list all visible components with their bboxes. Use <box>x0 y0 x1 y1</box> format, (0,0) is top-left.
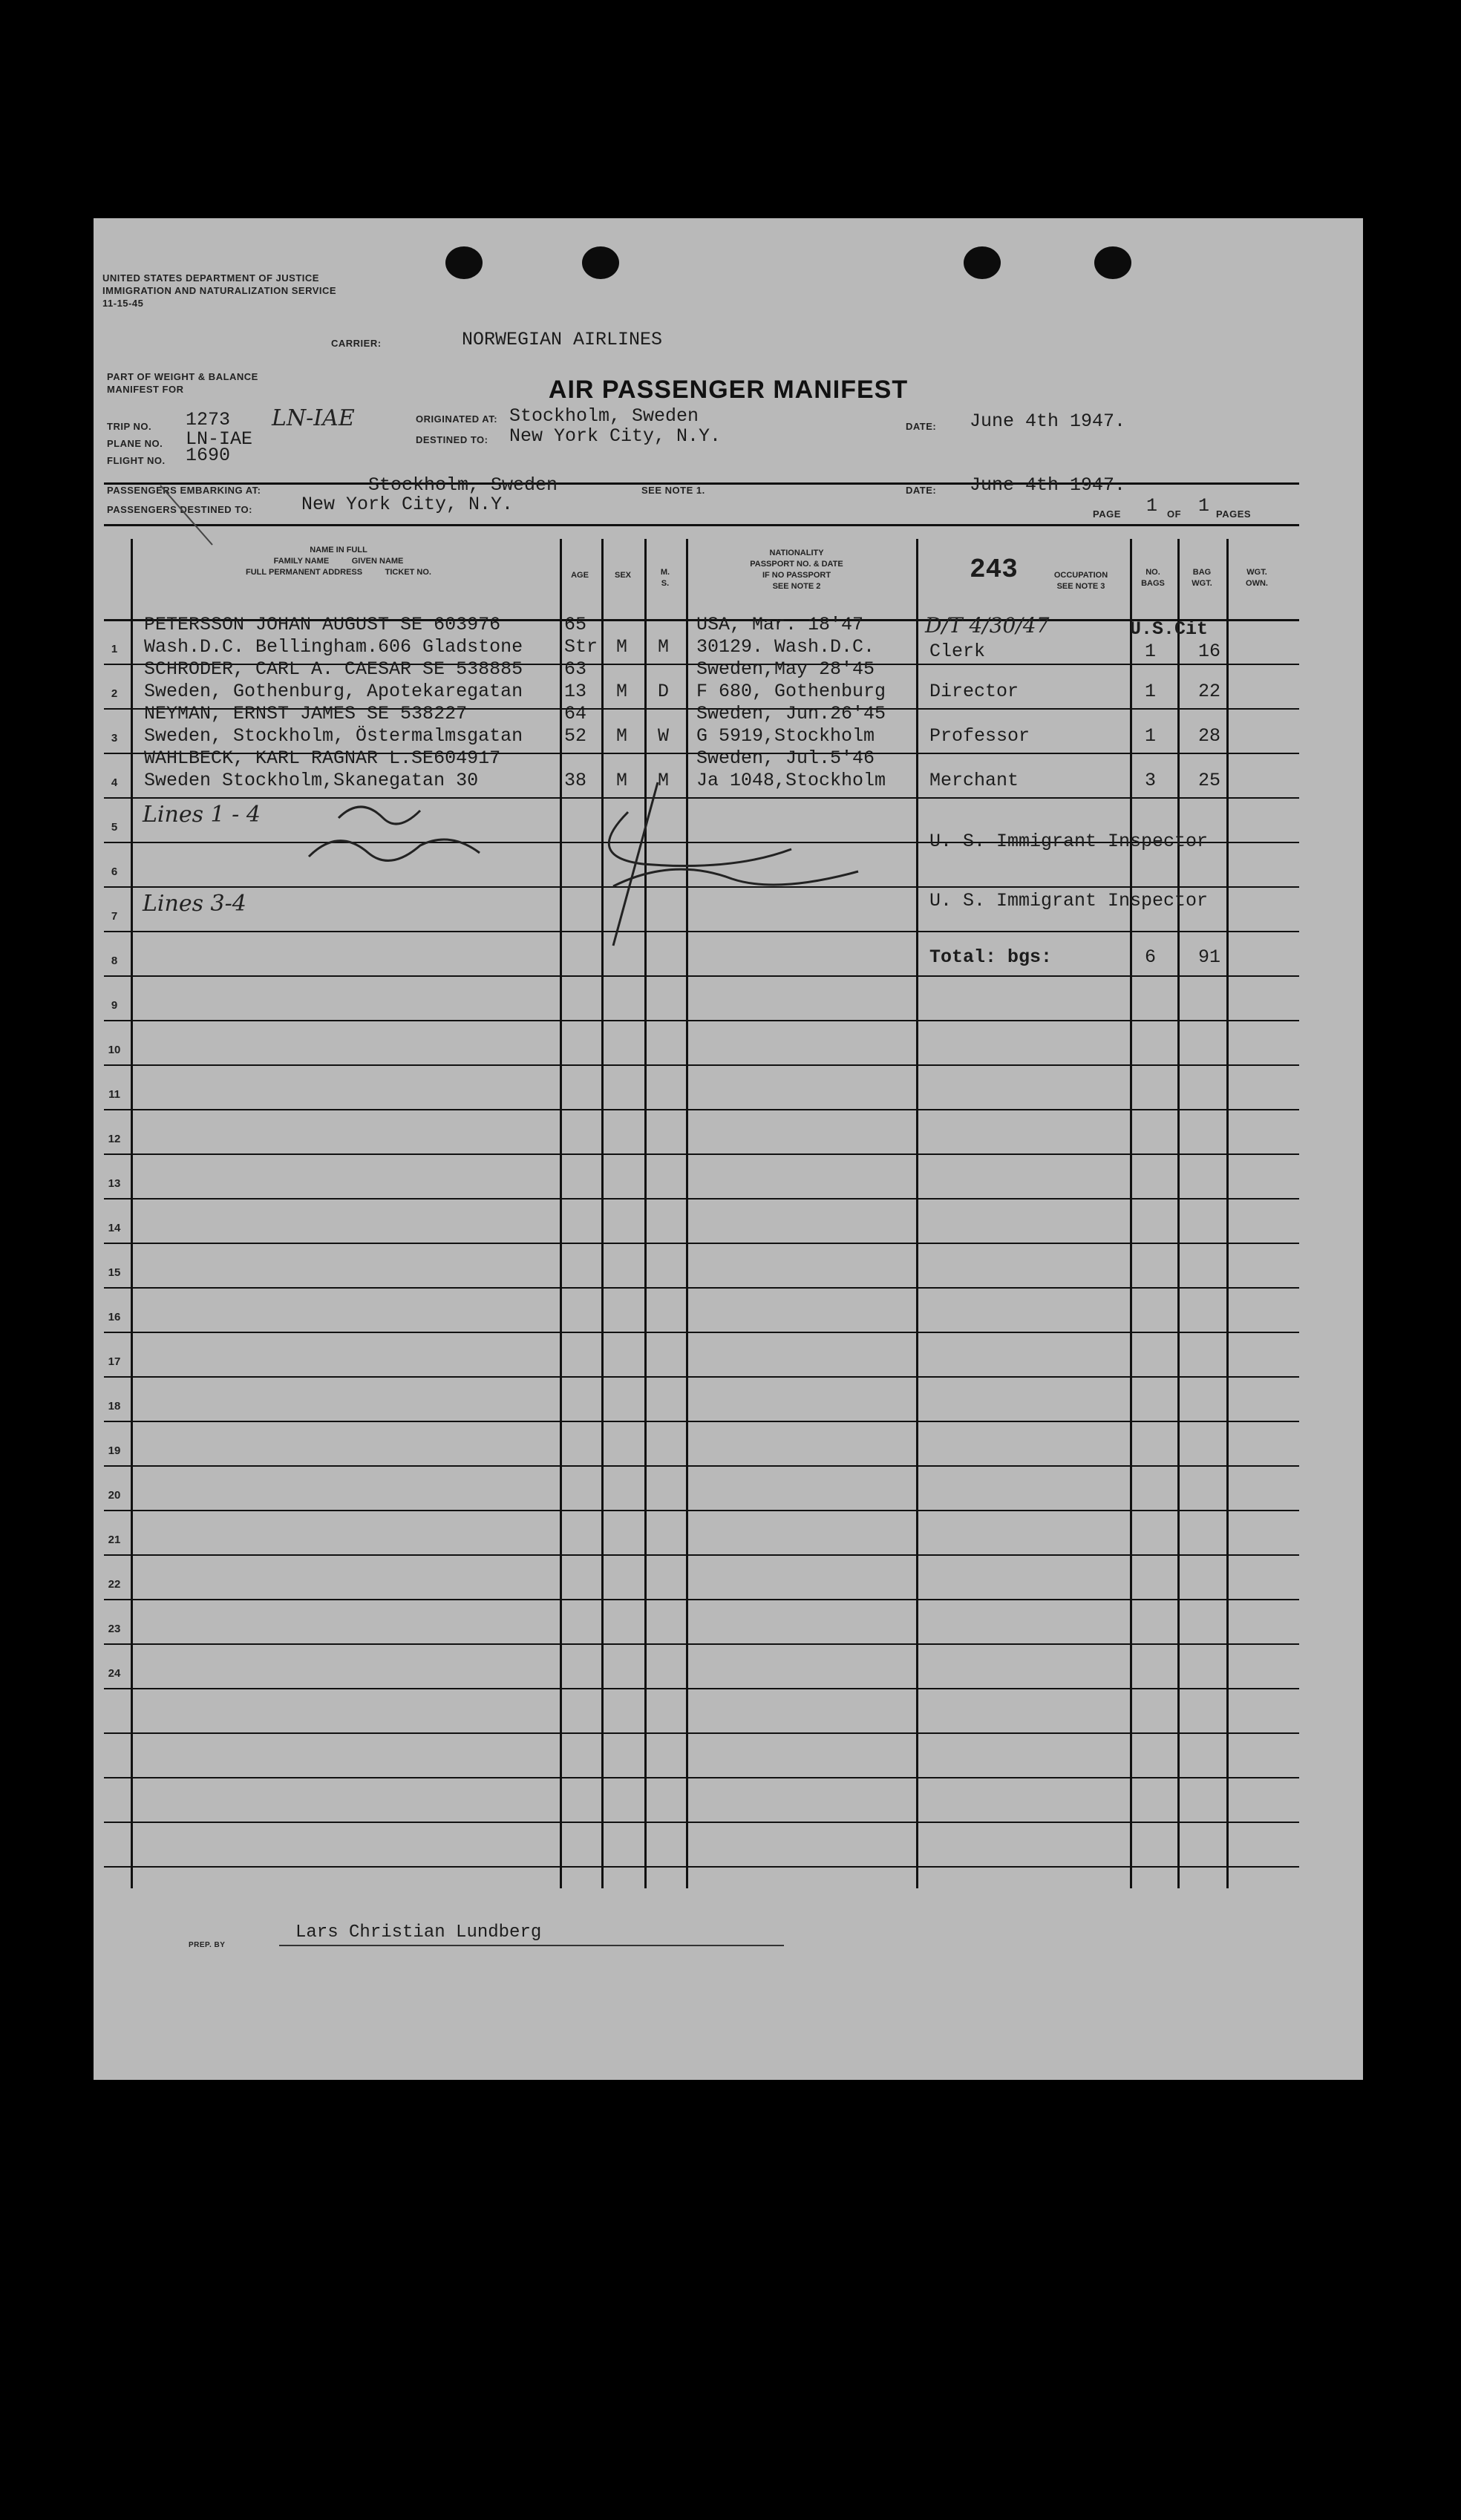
row-number: 8 <box>111 955 118 967</box>
destined-value: New York City, N.Y. <box>509 425 722 447</box>
destined-for-label: PASSENGERS DESTINED TO: <box>107 504 252 515</box>
row-rule <box>104 1866 1299 1868</box>
row-number: 10 <box>108 1044 121 1056</box>
carrier-value: NORWEGIAN AIRLINES <box>462 329 663 350</box>
originated-label: ORIGINATED AT: <box>416 413 498 425</box>
passenger-name: NEYMAN, ERNST JAMES SE 538227 <box>144 703 468 724</box>
plane-no-label: PLANE NO. <box>107 438 163 449</box>
passenger-marital-status: M <box>658 770 670 791</box>
total-weight: 91 <box>1198 946 1221 968</box>
total-label: Total: bgs: <box>929 946 1053 968</box>
passenger-nationality: Sweden,May 28'45 <box>696 658 875 680</box>
passenger-marital-status: D <box>658 681 670 702</box>
page-label: PAGE <box>1093 508 1121 520</box>
passenger-bag-weight: 25 <box>1198 770 1221 791</box>
col-nationality-header: NATIONALITY PASSPORT NO. & DATE IF NO PASSPORT SEE NOTE 2 <box>750 549 843 591</box>
passenger-bags: 3 <box>1145 770 1157 791</box>
row-number: 16 <box>108 1311 121 1323</box>
passenger-passport: 30129. Wash.D.C. <box>696 636 875 658</box>
passenger-marital-status: M <box>658 636 670 658</box>
passenger-address: Sweden, Gothenburg, Apotekaregatan <box>144 681 523 702</box>
date2-label: DATE: <box>906 485 937 496</box>
signature-line <box>279 1945 784 1946</box>
row-number: 15 <box>108 1266 121 1279</box>
row-rule <box>104 1109 1299 1110</box>
row-rule <box>104 1822 1299 1823</box>
row-rule <box>104 1198 1299 1200</box>
col-wgtown-header: WGT. OWN. <box>1246 568 1268 588</box>
row-number: 2 <box>111 687 118 700</box>
passenger-bag-weight: 16 <box>1198 641 1221 662</box>
col-name-header: NAME IN FULL FAMILY NAME GIVEN NAME FULL PERMANENT ADDRESS TICKET NO. <box>246 546 431 577</box>
row-number: 1 <box>111 643 118 655</box>
passenger-bags: 1 <box>1145 725 1157 747</box>
inspector-signature-icon <box>94 218 1363 1035</box>
us-citizen-note: U.S.Cit <box>1130 618 1209 640</box>
passenger-name: PETERSSON JOHAN AUGUST SE 603976 <box>144 614 501 635</box>
passenger-bag-weight: 28 <box>1198 725 1221 747</box>
page-title: AIR PASSENGER MANIFEST <box>548 376 909 404</box>
passenger-nationality: Sweden, Jul.5'46 <box>696 747 875 769</box>
col-age-header: AGE <box>571 571 589 580</box>
row-rule <box>104 1554 1299 1556</box>
row-rule <box>104 1287 1299 1289</box>
col-occupation-header: OCCUPATION SEE NOTE 3 <box>1053 571 1108 591</box>
flight-no-label: FLIGHT NO. <box>107 455 166 466</box>
agency-header: UNITED STATES DEPARTMENT OF JUSTICE IMMIGRATION AND NATURALIZATION SERVICE 11-15-45 <box>102 272 337 309</box>
passenger-name: SCHRODER, CARL A. CAESAR SE 538885 <box>144 658 523 680</box>
date-value: June 4th 1947. <box>970 410 1126 432</box>
passenger-occupation: Professor <box>929 725 1030 747</box>
row-number: 18 <box>108 1400 121 1413</box>
passenger-sex: M <box>616 725 628 747</box>
passenger-age-note: Str <box>564 636 598 658</box>
pages-label: PAGES <box>1216 508 1252 520</box>
passenger-bags: 1 <box>1145 641 1157 662</box>
passenger-sex: M <box>616 681 628 702</box>
passenger-age-note: 52 <box>564 725 587 747</box>
passenger-passport: F 680, Gothenburg <box>696 681 886 702</box>
row-number: 13 <box>108 1177 121 1190</box>
row-rule <box>104 1153 1299 1155</box>
passenger-age: 38 <box>564 770 587 791</box>
total-bags: 6 <box>1145 946 1157 968</box>
row-number: 23 <box>108 1623 121 1635</box>
handwritten-stamp-date: D/T 4/30/47 <box>925 613 1050 638</box>
row-number: 4 <box>111 776 118 789</box>
passenger-address: Wash.D.C. Bellingham.606 Gladstone <box>144 636 523 658</box>
col-ms-header: M. S. <box>660 568 670 588</box>
originated-value: Stockholm, Sweden <box>509 405 699 427</box>
trip-no-handwritten: LN-IAE <box>272 405 355 431</box>
handwritten-lines-note: Lines 1 - 4 <box>143 802 261 828</box>
row-rule <box>104 1732 1299 1734</box>
row-number: 21 <box>108 1534 121 1546</box>
date2-value: June 4th 1947. <box>970 474 1126 496</box>
row-rule <box>104 1332 1299 1333</box>
row-number: 6 <box>111 865 118 878</box>
col-sex-header: SEX <box>614 571 631 580</box>
col-bags-header: NO. BAGS <box>1141 568 1165 588</box>
row-number: 9 <box>111 999 118 1012</box>
row-number: 17 <box>108 1355 121 1368</box>
plane-no-value: LN-IAE <box>186 428 253 450</box>
destined-label: DESTINED TO: <box>416 434 488 445</box>
row-rule <box>104 1688 1299 1689</box>
passenger-passport: Ja 1048,Stockholm <box>696 770 886 791</box>
passenger-nationality: Sweden, Jun.26'45 <box>696 703 886 724</box>
passenger-occupation: Clerk <box>929 641 986 662</box>
passenger-age: 63 <box>564 658 587 680</box>
passenger-name: WAHLBECK, KARL RAGNAR L.SE604917 <box>144 747 501 769</box>
passenger-age: 65 <box>564 614 587 635</box>
carrier-label: CARRIER: <box>331 338 382 349</box>
passenger-marital-status: W <box>658 725 670 747</box>
row-number: 20 <box>108 1489 121 1502</box>
row-rule <box>104 1465 1299 1467</box>
destined-for-value: New York City, N.Y. <box>301 494 514 515</box>
passenger-sex: M <box>616 770 628 791</box>
passenger-address: Sweden Stockholm,Skanegatan 30 <box>144 770 479 791</box>
row-number: 5 <box>111 821 118 834</box>
of-label: OF <box>1167 508 1182 520</box>
passenger-age: 64 <box>564 703 587 724</box>
passenger-occupation: Director <box>929 681 1019 702</box>
embarking-value: Stockholm, Sweden <box>368 474 558 496</box>
inspector-label: U. S. Immigrant Inspector <box>929 890 1209 912</box>
row-number: 11 <box>108 1088 120 1101</box>
row-number: 3 <box>111 732 118 744</box>
passenger-sex: M <box>616 636 628 658</box>
passenger-address: Sweden, Stockholm, Östermalmsgatan <box>144 725 523 747</box>
row-number: 7 <box>111 910 118 923</box>
prepared-by-label: PREP. BY <box>189 1941 226 1949</box>
embarking-label: PASSENGERS EMBARKING AT: <box>107 485 261 496</box>
occupation-stamp: 243 <box>970 554 1018 585</box>
passenger-passport: G 5919,Stockholm <box>696 725 875 747</box>
row-rule <box>104 1243 1299 1244</box>
row-number: 22 <box>108 1578 121 1591</box>
row-number: 12 <box>108 1133 121 1145</box>
pages-value: 1 <box>1198 495 1210 517</box>
prepared-by-value: Lars Christian Lundberg <box>295 1922 542 1943</box>
row-rule <box>104 1599 1299 1600</box>
passenger-age-note: 13 <box>564 681 587 702</box>
row-rule <box>104 1421 1299 1422</box>
date-label: DATE: <box>906 421 937 432</box>
passenger-nationality: USA, Mar. 18'47 <box>696 614 864 635</box>
row-rule <box>104 1064 1299 1066</box>
trip-no-label: TRIP NO. <box>107 421 152 432</box>
see-note: SEE NOTE 1. <box>641 485 705 496</box>
inspector-label: U. S. Immigrant Inspector <box>929 831 1209 852</box>
row-number: 24 <box>108 1667 121 1680</box>
row-number: 14 <box>108 1222 121 1234</box>
passenger-bags: 1 <box>1145 681 1157 702</box>
passenger-occupation: Merchant <box>929 770 1019 791</box>
row-rule <box>104 1643 1299 1645</box>
flight-no-value: 1690 <box>186 445 231 466</box>
trip-no-value: 1273 <box>186 409 231 431</box>
form-note: PART OF WEIGHT & BALANCE MANIFEST FOR <box>107 371 258 395</box>
row-rule <box>104 1510 1299 1511</box>
col-bagwt-header: BAG WGT. <box>1192 568 1212 588</box>
handwritten-lines-note: Lines 3-4 <box>143 891 246 917</box>
row-rule <box>104 1376 1299 1378</box>
page-value: 1 <box>1146 495 1158 517</box>
passenger-bag-weight: 22 <box>1198 681 1221 702</box>
row-rule <box>104 1777 1299 1778</box>
manifest-sheet <box>94 218 1363 2080</box>
row-number: 19 <box>108 1444 121 1457</box>
